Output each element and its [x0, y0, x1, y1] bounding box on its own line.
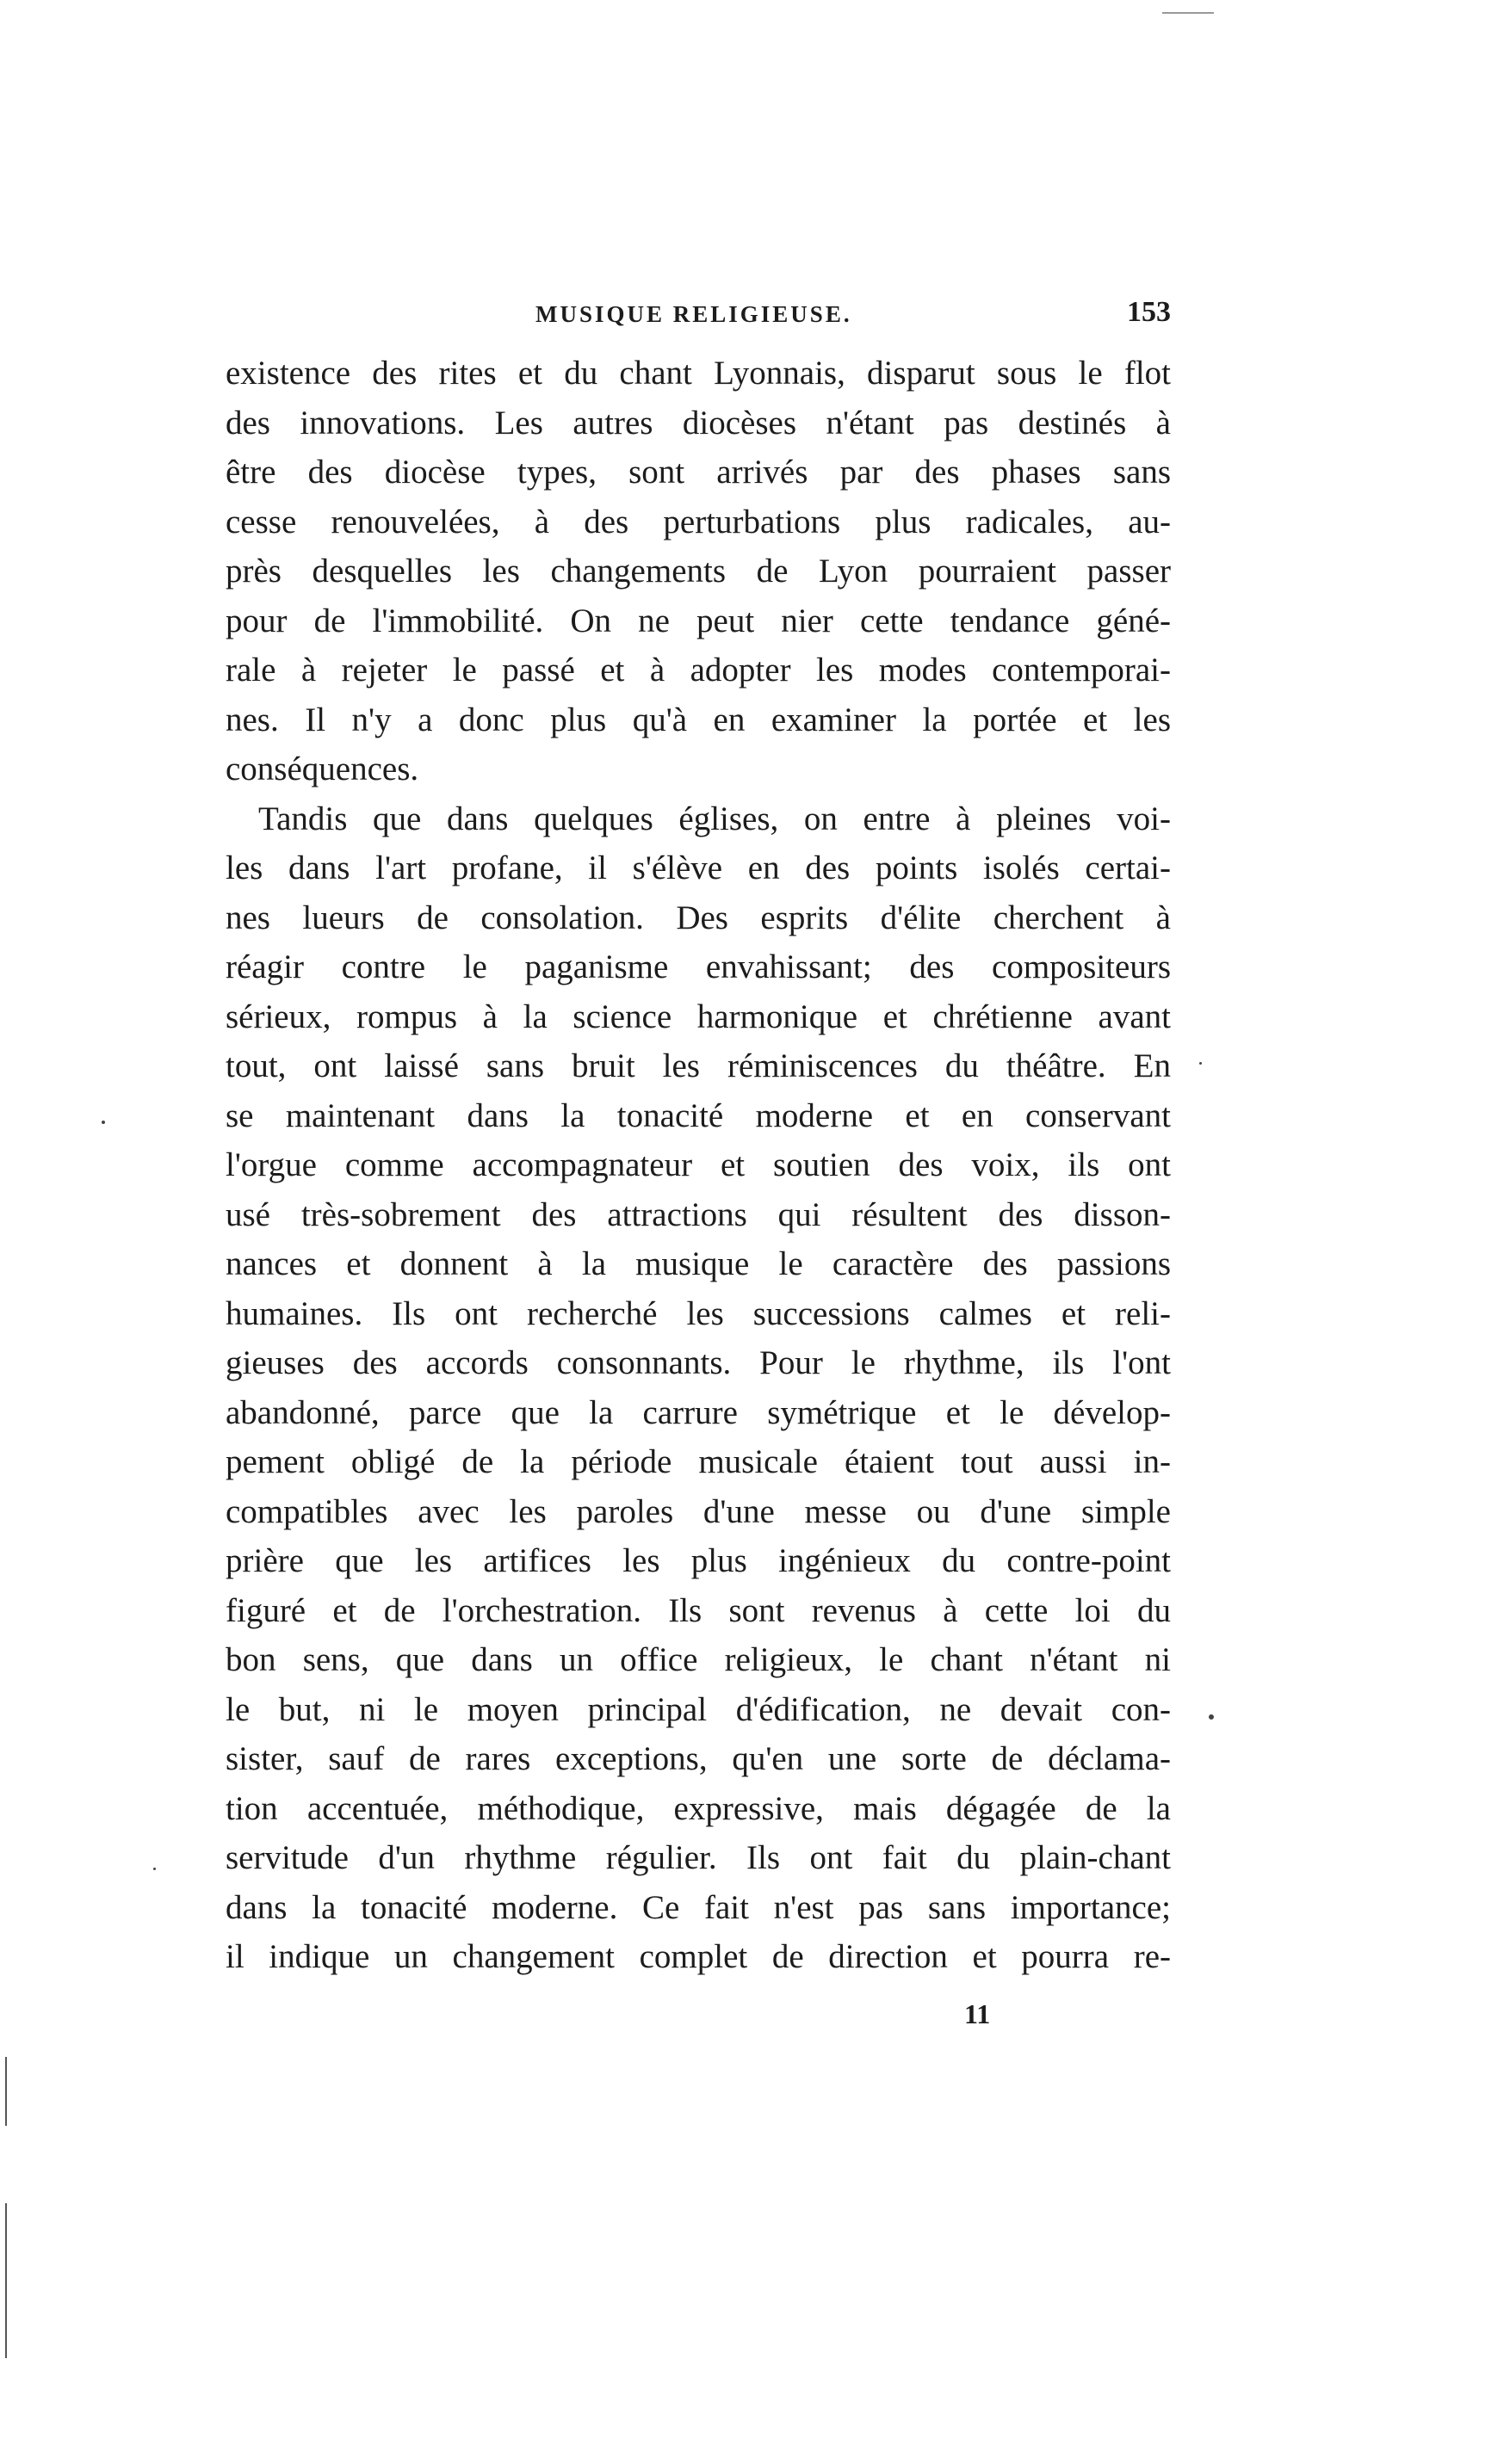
text-line: figuré et de l'orchestration. Ils sont revenus à cette loi du: [226, 1591, 1171, 1629]
running-head: [226, 296, 1171, 336]
page-number: 153: [1127, 296, 1171, 328]
text-line: bon sens, que dans un office religieux, le chant n'étant ni: [226, 1641, 1171, 1678]
text-line: usé très-sobrement des attractions qui résultent des disson-: [226, 1195, 1171, 1233]
scan-speck: [153, 1868, 156, 1870]
text-line: prière que les artifices les plus ingénieux du contre-point: [226, 1542, 1171, 1579]
text-line: tion accentuée, méthodique, expressive, mais dégagée de la: [226, 1789, 1171, 1827]
text-line: dans la tonacité moderne. Ce fait n'est pas sans importance;: [226, 1888, 1171, 1926]
text-line: le but, ni le moyen principal d'édification, ne devait con-: [226, 1690, 1171, 1728]
running-title: MUSIQUE RELIGIEUSE.: [535, 301, 852, 327]
scan-speck: [1209, 1714, 1214, 1720]
signature-mark: 11: [964, 1998, 991, 2029]
text-line: il indique un changement complet de direction et pourra re-: [226, 1938, 1171, 1975]
text-line: l'orgue comme accompagnateur et soutien des voix, ils ont: [226, 1146, 1171, 1183]
text-line: réagir contre le paganisme envahissant; des compositeurs: [226, 948, 1171, 985]
text-line: être des diocèse types, sont arrivés par des phases sans: [226, 454, 1171, 491]
text-line: des innovations. Les autres diocèses n'étant pas destinés à: [226, 404, 1171, 442]
text-line: abandonné, parce que la carrure symétrique et le dévelop-: [226, 1393, 1171, 1431]
scan-edge-mark: [5, 2203, 7, 2358]
text-line: humaines. Ils ont recherché les successions calmes et reli-: [226, 1294, 1171, 1332]
text-line: se maintenant dans la tonacité moderne et en conservant: [226, 1096, 1171, 1134]
text-line: près desquelles les changements de Lyon pourraient passer: [226, 553, 1171, 590]
text-line: sérieux, rompus à la science harmonique et chrétienne avant: [226, 997, 1171, 1035]
scan-speck: [1199, 1062, 1202, 1065]
text-line: cesse renouvelées, à des perturbations plus radicales, au-: [226, 503, 1171, 540]
text-line: tout, ont laissé sans bruit les réminiscences du théâtre. En: [226, 1047, 1171, 1084]
scan-speck: [102, 1121, 105, 1124]
text-line: rale à rejeter le passé et à adopter les modes contemporai-: [226, 652, 1171, 689]
text-line: conséquences.: [226, 750, 419, 787]
text-line: compatibles avec les paroles d'une messe ou d'une simple: [226, 1492, 1171, 1530]
text-line: servitude d'un rhythme régulier. Ils ont fait du plain-chant: [226, 1839, 1171, 1876]
scan-edge-mark: [5, 2057, 7, 2126]
text-line: pour de l'immobilité. On ne peut nier cette tendance géné-: [226, 602, 1171, 639]
text-line: les dans l'art profane, il s'élève en des points isolés certai-: [226, 849, 1171, 886]
text-line: existence des rites et du chant Lyonnais, disparut sous le flot: [226, 355, 1171, 392]
text-line: gieuses des accords consonnants. Pour le rhythme, ils l'ont: [226, 1344, 1171, 1381]
scan-edge-mark: [1162, 12, 1214, 14]
text-line: Tandis que dans quelques églises, on entre à pleines voi-: [258, 800, 1171, 837]
body-text: [226, 349, 1171, 1982]
text-line: nes lueurs de consolation. Des esprits d'élite cherchent à: [226, 899, 1171, 936]
text-line: pement obligé de la période musicale étaient tout aussi in-: [226, 1443, 1171, 1480]
text-line: nes. Il n'y a donc plus qu'à en examiner la portée et les: [226, 701, 1171, 738]
text-line: sister, sauf de rares exceptions, qu'en une sorte de déclama-: [226, 1740, 1171, 1777]
text-line: nances et donnent à la musique le caractère des passions: [226, 1245, 1171, 1282]
